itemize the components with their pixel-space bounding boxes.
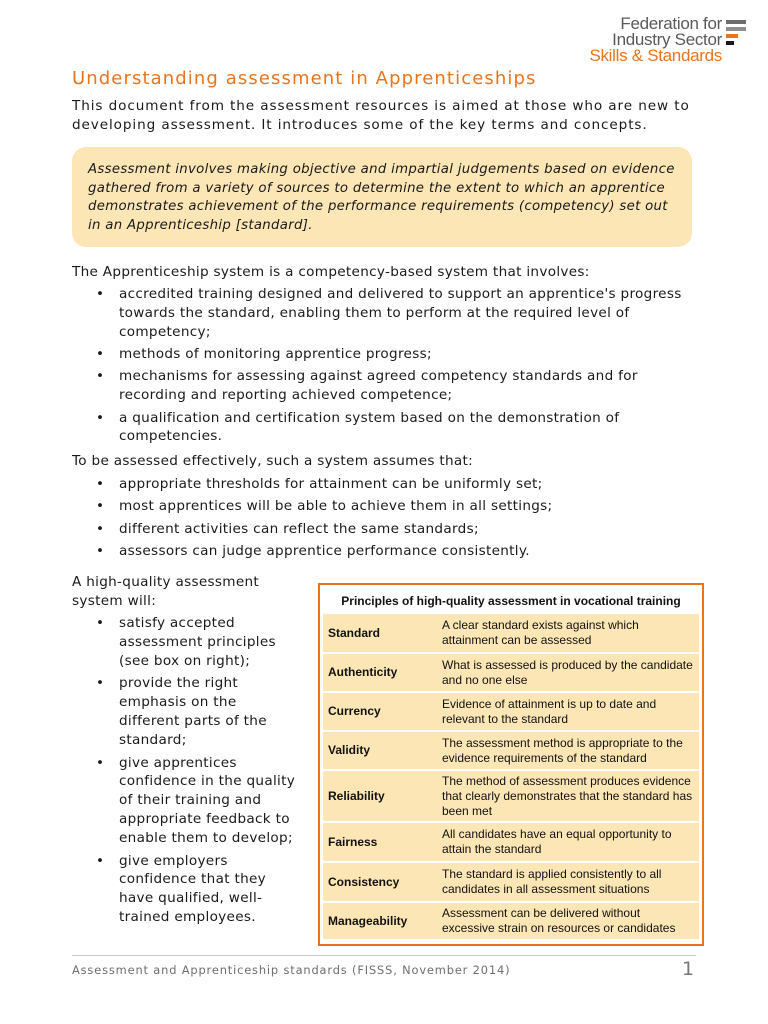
section2-lead: To be assessed effectively, such a system assumes that: — [72, 453, 474, 469]
list-item: • accredited training designed and delivered to support an apprentice's progress towards the standard, enabling them to perform at the required level of competency; — [96, 285, 696, 341]
list-item: • assessors can judge apprentice performance consistently. — [96, 542, 696, 561]
section1-list — [96, 285, 696, 450]
desc-cell: The standard is applied consistently to all candidates in all assessment situations — [437, 862, 699, 902]
table-row — [323, 862, 699, 902]
section2-list — [96, 475, 696, 565]
table-row — [323, 653, 699, 692]
term-cell: Consistency — [323, 862, 437, 902]
list-item: • give employers confidence that they have qualified, well-trained employees. — [96, 852, 296, 927]
desc-cell: What is assessed is produced by the candidate and no one else — [437, 653, 699, 692]
term-cell: Authenticity — [323, 653, 437, 692]
logo-bars-icon — [726, 20, 746, 48]
page-title: Understanding assessment in Apprenticeships — [72, 68, 537, 89]
principles-heading: Principles of high-quality assessment in vocational training — [341, 594, 681, 608]
section3-lead: A high-quality assessment system will: — [72, 574, 260, 609]
term-cell: Standard — [323, 614, 437, 653]
table-row — [323, 614, 699, 653]
desc-cell: The assessment method is appropriate to the evidence requirements of the standard — [437, 731, 699, 770]
callout-text: Assessment involves making objective and impartial judgements based on evidence gathered from a variety of sources to determine the extent to which an apprentice demonstrates achievement of the performance requirements (competency) set out in an Apprenticeship [standard]. — [88, 162, 675, 233]
table-row — [323, 822, 699, 862]
list-item: • provide the right emphasis on the different parts of the standard; — [96, 674, 296, 749]
list-item: • different activities can reflect the same standards; — [96, 520, 696, 539]
list-item: • mechanisms for assessing against agreed competency standards and for recording and reporting achieved competence; — [96, 367, 696, 405]
list-item: • give apprentices confidence in the quality of their training and appropriate feedback to enable them to develop; — [96, 754, 296, 848]
list-item: • appropriate thresholds for attainment can be uniformly set; — [96, 475, 696, 494]
desc-cell: Evidence of attainment is up to date and relevant to the standard — [437, 692, 699, 731]
term-cell: Currency — [323, 692, 437, 731]
logo — [589, 16, 722, 64]
desc-cell: A clear standard exists against which attainment can be assessed — [437, 614, 699, 653]
logo-line-2: Industry Sector — [612, 30, 722, 49]
page-number: 1 — [682, 958, 695, 980]
term-cell: Fairness — [323, 822, 437, 862]
logo-line-3: Skills & Standards — [589, 46, 722, 65]
list-item: • most apprentices will be able to achieve them in all settings; — [96, 497, 696, 516]
list-item: • a qualification and certification system based on the demonstration of competencies. — [96, 409, 696, 447]
definition-callout — [72, 147, 692, 247]
term-cell: Validity — [323, 731, 437, 770]
logo-line-1: Federation for — [620, 14, 722, 33]
footer-text: Assessment and Apprenticeship standards (FISSS, November 2014) — [72, 963, 511, 977]
table-row — [323, 902, 699, 940]
table-row — [323, 692, 699, 731]
desc-cell: The method of assessment produces evidence that clearly demonstrates that the standard has been met — [437, 770, 699, 822]
section1-lead: The Apprenticeship system is a competency-based system that involves: — [72, 264, 590, 280]
section3-list — [96, 614, 296, 931]
intro-paragraph: This document from the assessment resources is aimed at those who are new to developing assessment. It introduces some of the key terms and concepts. — [72, 98, 690, 133]
table-row — [323, 770, 699, 822]
term-cell: Reliability — [323, 770, 437, 822]
principles-table — [323, 614, 699, 941]
table-row — [323, 731, 699, 770]
desc-cell: Assessment can be delivered without excessive strain on resources or candidates — [437, 902, 699, 940]
term-cell: Manageability — [323, 902, 437, 940]
footer-divider — [72, 955, 696, 956]
list-item: • methods of monitoring apprentice progress; — [96, 345, 696, 364]
list-item: • satisfy accepted assessment principles (see box on right); — [96, 614, 296, 670]
principles-table-box — [318, 583, 704, 946]
desc-cell: All candidates have an equal opportunity to attain the standard — [437, 822, 699, 862]
